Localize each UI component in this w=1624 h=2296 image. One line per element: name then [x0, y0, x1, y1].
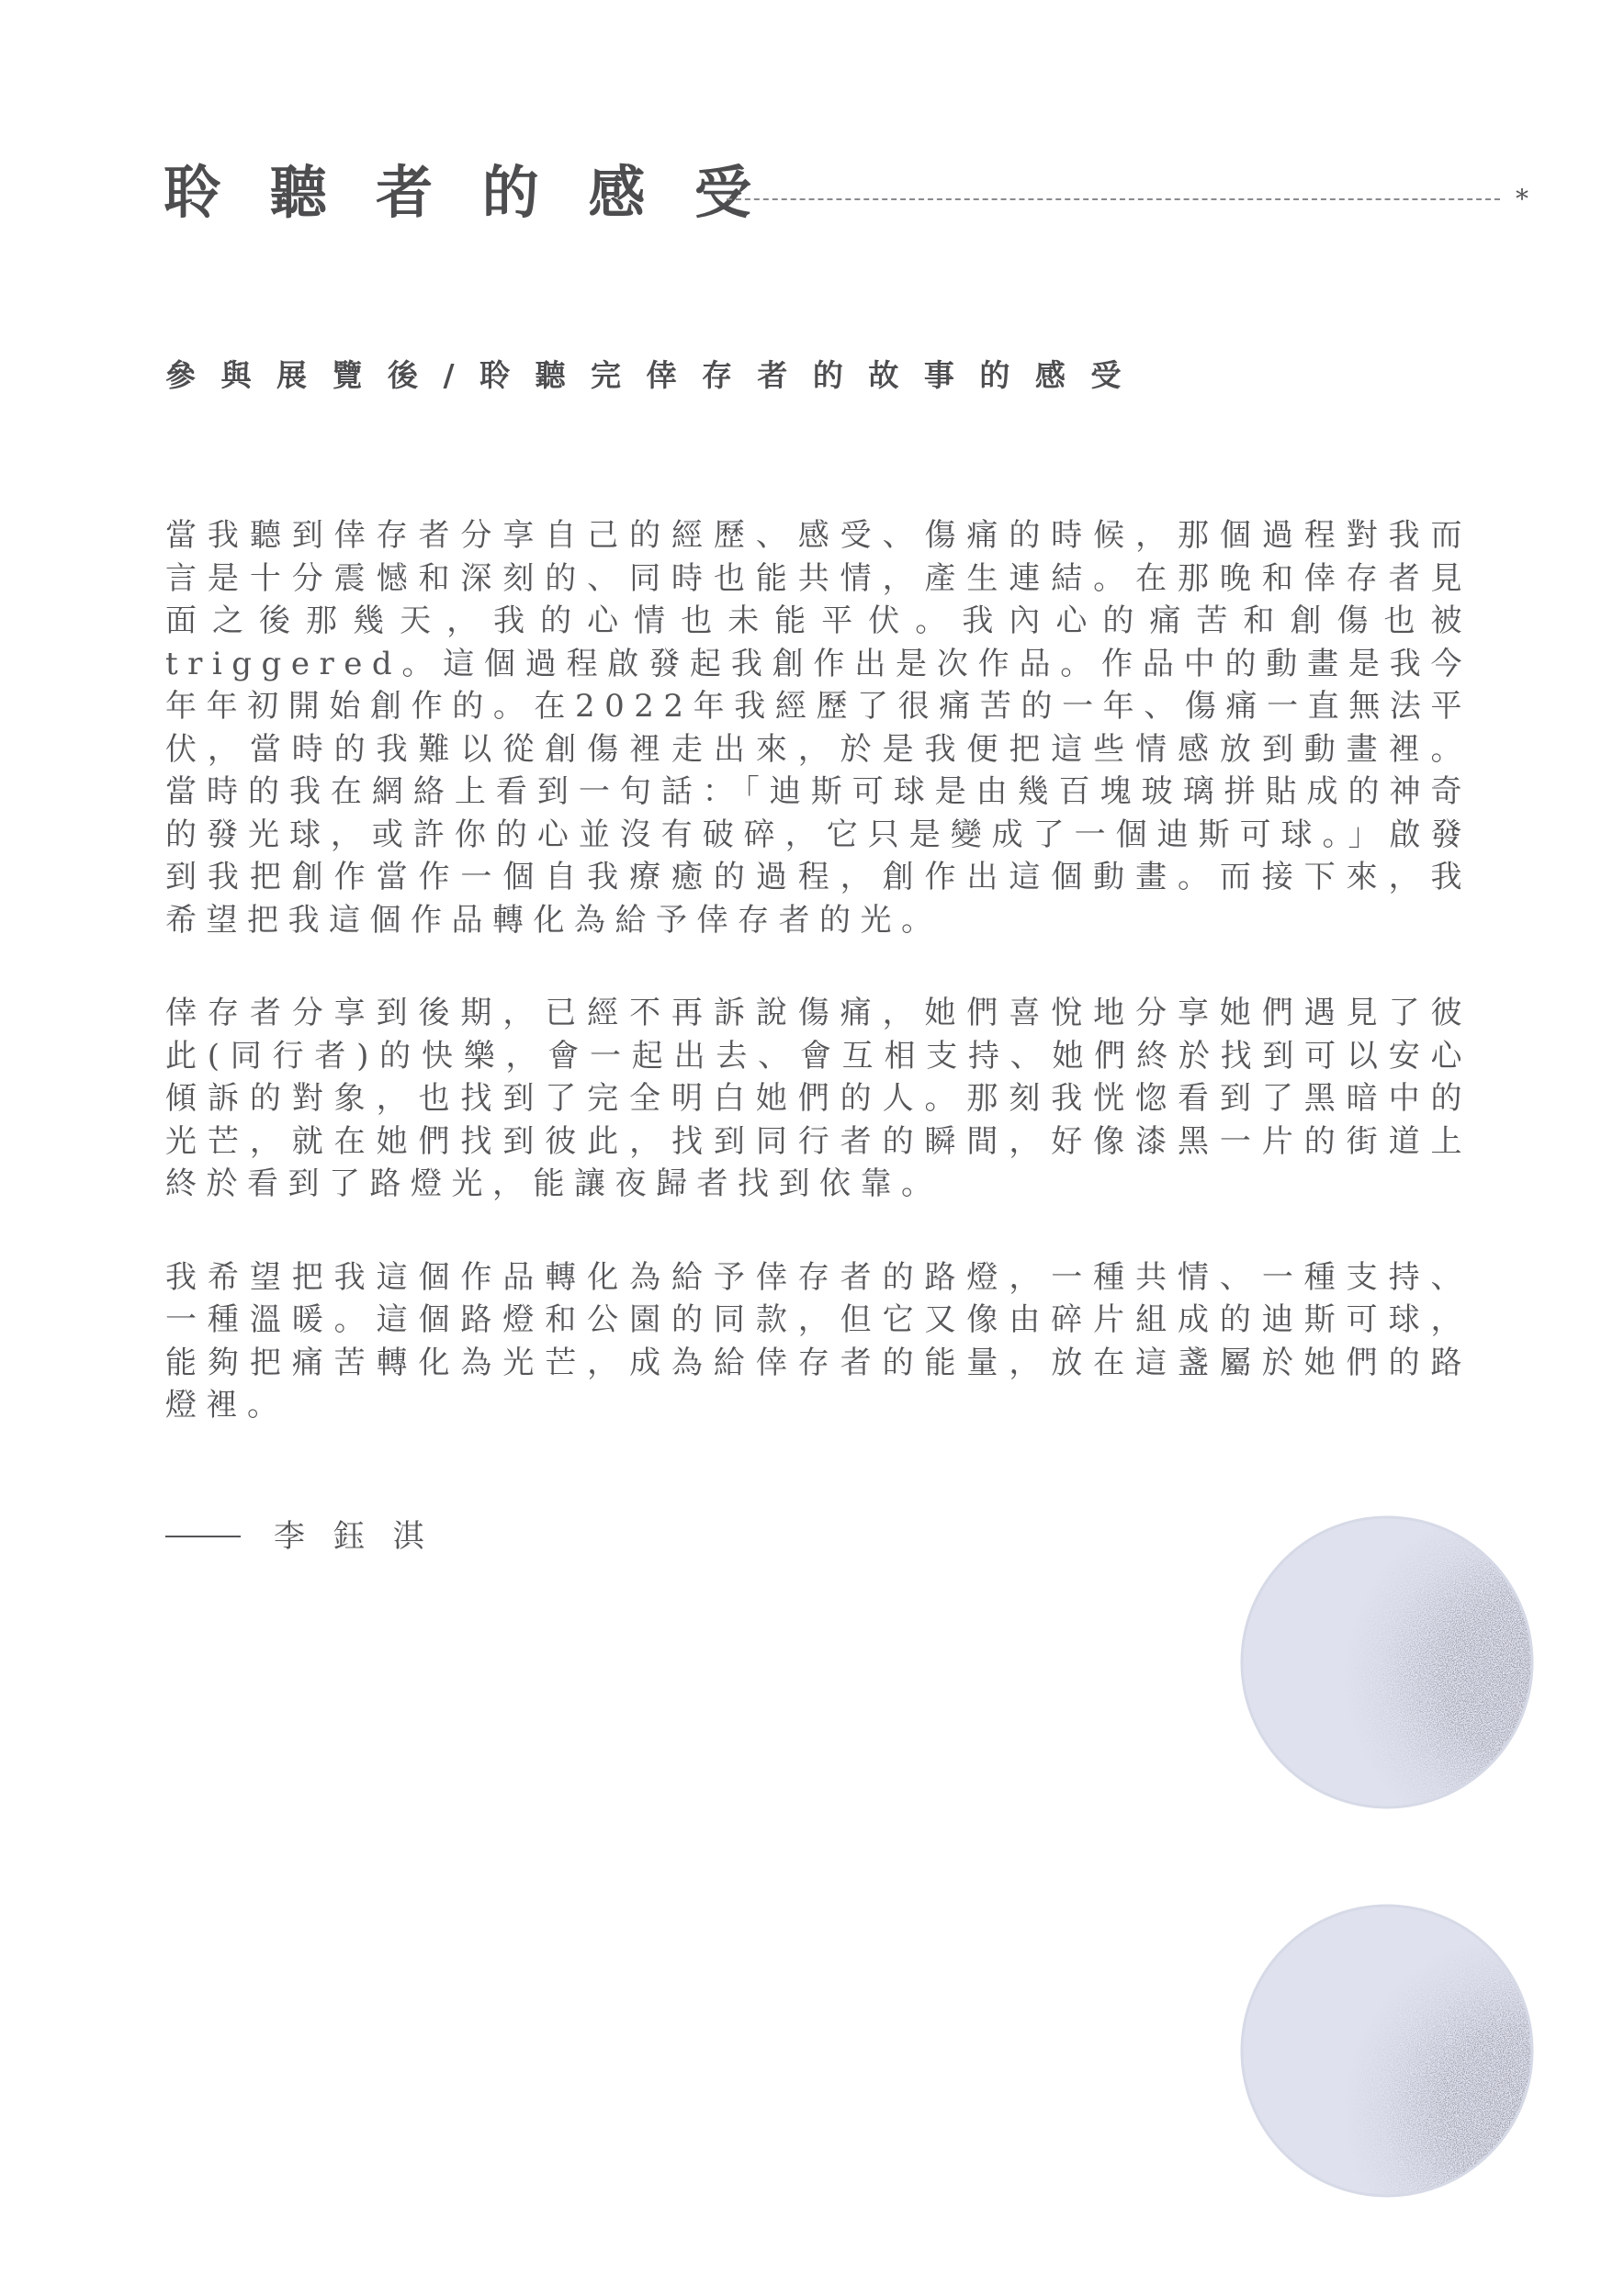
page-header — [164, 156, 1541, 257]
author-name: 李 鈺 淇 — [274, 1518, 434, 1555]
disco-orb-illustration — [1240, 1515, 1534, 1809]
body-text — [165, 514, 1472, 1478]
page-subtitle: 參 與 展 覽 後 / 聆 聽 完 倖 存 者 的 故 事 的 感 受 — [165, 357, 1129, 393]
orb-graphic — [1240, 1904, 1534, 2198]
orb-graphic — [1240, 1515, 1534, 1809]
author-dash — [165, 1536, 241, 1537]
page-title: 聆 聽 者 的 感 受 — [164, 159, 766, 226]
disco-orb-illustration-2 — [1240, 1904, 1534, 2198]
paragraph-3: 我希望把我這個作品轉化為給予倖存者的路燈，一種共情、一種支持、一種溫暖。這個路燈和公園的同款，但它又像由碎片組成的迪斯可球，能夠把痛苦轉化為光芒，成為給倖存者的能量，放在這盞屬於她們的路燈裡。 — [165, 1258, 1472, 1424]
author-signature — [165, 1515, 434, 1558]
star-icon: * — [1516, 184, 1528, 214]
dashed-divider — [727, 198, 1500, 200]
paragraph-2: 倖存者分享到後期，已經不再訴說傷痛，她們喜悅地分享她們遇見了彼此(同行者)的快樂，會一起出去、會互相支持、她們終於找到可以安心傾訴的對象，也找到了完全明白她們的人。那刻我恍惚看到了黑暗中的光芒，就在她們找到彼此，找到同行者的瞬間，好像漆黑一片的街道上終於看到了路燈光，能讓夜歸者找到依靠。 — [165, 995, 1472, 1202]
paragraph-1: 當我聽到倖存者分享自己的經歷、感受、傷痛的時候，那個過程對我而言是十分震憾和深刻的、同時也能共情，產生連結。在那晚和倖存者見面之後那幾天，我的心情也未能平伏。我內心的痛苦和創傷也被triggered。這個過程啟發起我創作出是次作品。作品中的動畫是我今年年初開始創作的。在2022年我經歷了很痛苦的一年、傷痛一直無法平伏，當時的我難以從創傷裡走出來，於是我便把這些情感放到動畫裡。當時的我在網絡上看到一句話：「迪斯可球是由幾百塊玻璃拼貼成的神奇的發光球，或許你的心並沒有破碎，它只是變成了一個迪斯可球。」啟發到我把創作當作一個自我療癒的過程，創作出這個動畫。而接下來，我希望把我這個作品轉化為給予倖存者的光。 — [165, 517, 1472, 939]
